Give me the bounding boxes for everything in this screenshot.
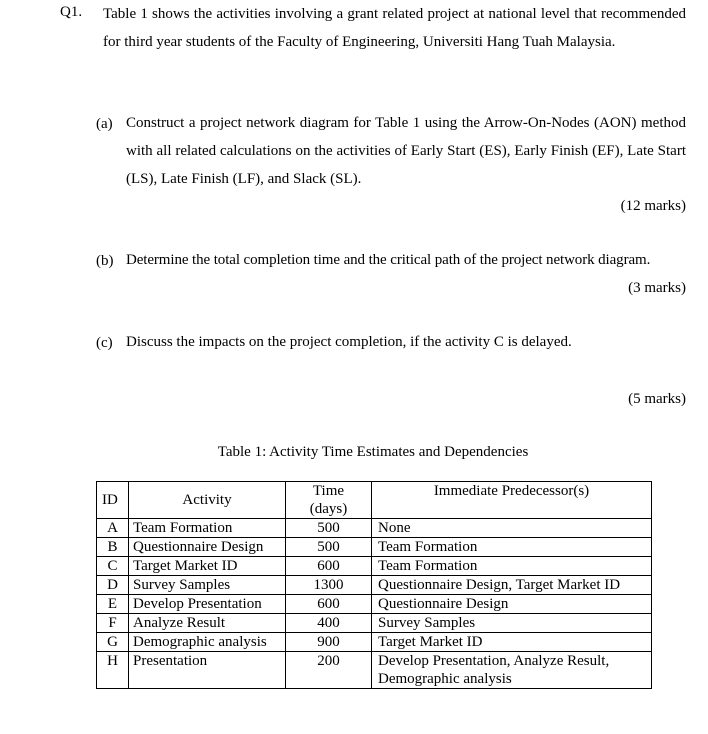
cell-activity: Target Market ID xyxy=(129,557,286,576)
cell-id: G xyxy=(97,633,129,652)
table-row xyxy=(97,519,652,538)
table-row xyxy=(97,538,652,557)
table-row xyxy=(97,633,652,652)
table-caption: Table 1: Activity Time Estimates and Dependencies xyxy=(217,444,529,460)
cell-activity: Team Formation xyxy=(129,519,286,538)
cell-predecessor: None xyxy=(372,519,652,538)
cell-time: 200 xyxy=(286,652,372,689)
cell-activity: Questionnaire Design xyxy=(129,538,286,557)
part-b-marks: (3 marks) xyxy=(628,280,686,296)
cell-time: 500 xyxy=(286,538,372,557)
cell-time: 600 xyxy=(286,557,372,576)
table-row xyxy=(97,652,652,689)
cell-predecessor: Develop Presentation, Analyze Result, Demographic analysis xyxy=(372,652,652,689)
part-c-marks: (5 marks) xyxy=(628,391,686,407)
cell-predecessor: Team Formation xyxy=(372,557,652,576)
cell-activity: Analyze Result xyxy=(129,614,286,633)
header-predecessor: Immediate Predecessor(s) xyxy=(372,482,652,519)
cell-time: 1300 xyxy=(286,576,372,595)
cell-predecessor: Survey Samples xyxy=(372,614,652,633)
cell-id: A xyxy=(97,519,129,538)
cell-id: C xyxy=(97,557,129,576)
part-a-text: Construct a project network diagram for Table 1 using the Arrow-On-Nodes (AON) method with all related calculations on the activities of Early Start (ES), Early Finish (EF), Late Start (LS), Late Finish (LF), and Slack (SL). xyxy=(126,115,686,187)
question-number: Q1. xyxy=(60,4,83,20)
table-row xyxy=(97,595,652,614)
cell-id: B xyxy=(97,538,129,557)
cell-time: 900 xyxy=(286,633,372,652)
question-intro: Table 1 shows the activities involving a grant related project at national level that recommended for third year students of the Faculty of Engineering, Universiti Hang Tuah Malaysia. xyxy=(103,6,686,50)
cell-activity: Presentation xyxy=(129,652,286,689)
cell-time: 500 xyxy=(286,519,372,538)
header-id: ID xyxy=(97,482,129,519)
cell-id: F xyxy=(97,614,129,633)
cell-time: 600 xyxy=(286,595,372,614)
header-activity: Activity xyxy=(129,482,286,519)
part-c-text: Discuss the impacts on the project completion, if the activity C is delayed. xyxy=(126,334,572,350)
cell-predecessor: Questionnaire Design xyxy=(372,595,652,614)
cell-activity: Demographic analysis xyxy=(129,633,286,652)
table-row xyxy=(97,576,652,595)
header-time-line1: Time xyxy=(312,483,345,499)
part-a-marks: (12 marks) xyxy=(620,198,686,214)
cell-predecessor: Team Formation xyxy=(372,538,652,557)
table-header-row xyxy=(97,482,652,519)
activity-table xyxy=(96,481,652,689)
header-time-line2: (days) xyxy=(309,501,348,517)
table-row xyxy=(97,614,652,633)
cell-id: E xyxy=(97,595,129,614)
part-a-label: (a) xyxy=(96,116,113,132)
cell-predecessor: Target Market ID xyxy=(372,633,652,652)
cell-activity: Survey Samples xyxy=(129,576,286,595)
cell-predecessor: Questionnaire Design, Target Market ID xyxy=(372,576,652,595)
table-row xyxy=(97,557,652,576)
cell-time: 400 xyxy=(286,614,372,633)
part-c-label: (c) xyxy=(96,335,113,351)
cell-id: D xyxy=(97,576,129,595)
cell-activity: Develop Presentation xyxy=(129,595,286,614)
part-b-label: (b) xyxy=(96,253,114,269)
cell-id: H xyxy=(97,652,129,689)
part-b-text: Determine the total completion time and the critical path of the project network diagram. xyxy=(126,252,651,268)
header-time xyxy=(286,482,372,519)
